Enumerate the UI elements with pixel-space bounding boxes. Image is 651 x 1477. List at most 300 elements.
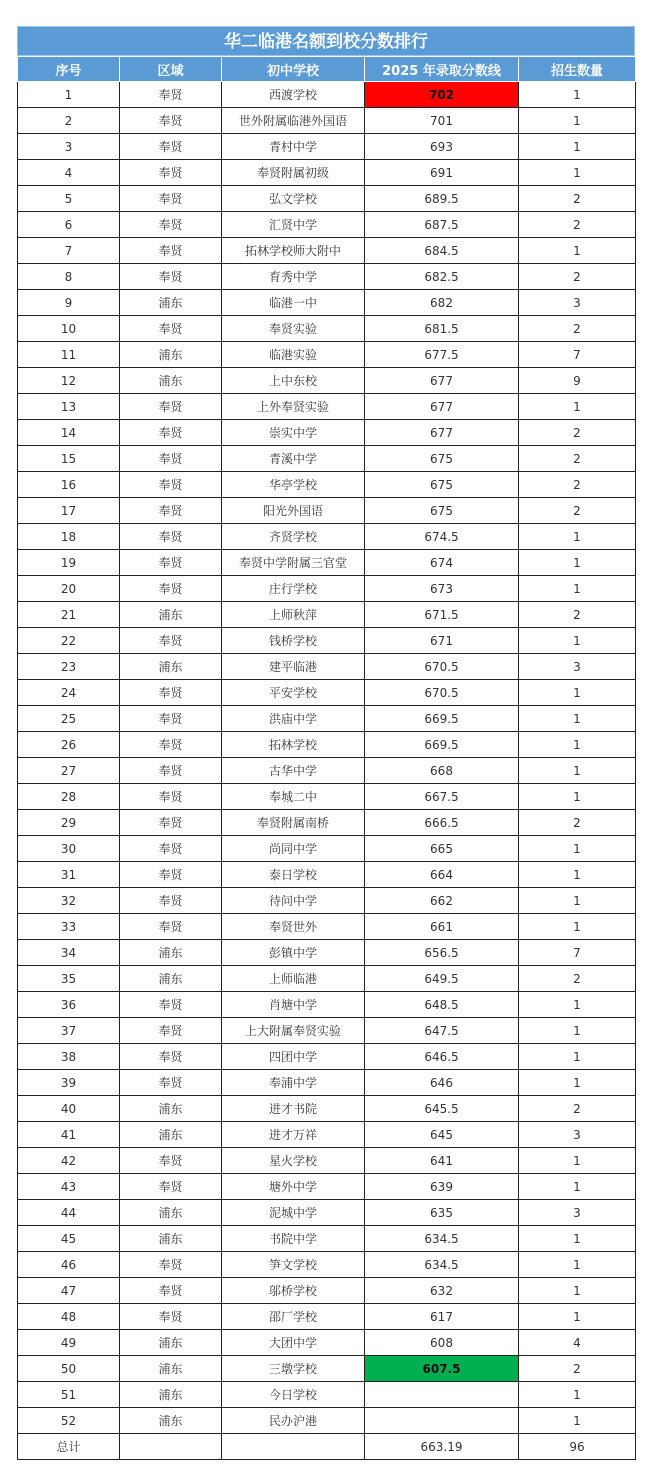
cell-score: 689.5 xyxy=(365,186,519,212)
cell-score: 632 xyxy=(365,1278,519,1304)
cell-index: 32 xyxy=(18,888,120,914)
table-row xyxy=(18,732,636,758)
cell-area: 奉贤 xyxy=(120,524,222,550)
cell-index: 2 xyxy=(18,108,120,134)
cell-school: 上师临港 xyxy=(222,966,365,992)
cell-index: 42 xyxy=(18,1148,120,1174)
cell-area: 浦东 xyxy=(120,1226,222,1252)
cell-area: 奉贤 xyxy=(120,1304,222,1330)
cell-school: 古华中学 xyxy=(222,758,365,784)
table-row xyxy=(18,992,636,1018)
table-row xyxy=(18,1044,636,1070)
cell-area: 奉贤 xyxy=(120,498,222,524)
cell-school: 拓林学校师大附中 xyxy=(222,238,365,264)
total-school xyxy=(222,1434,365,1460)
cell-score: 675 xyxy=(365,498,519,524)
cell-count: 1 xyxy=(519,1278,636,1304)
cell-school: 上外奉贤实验 xyxy=(222,394,365,420)
cell-index: 38 xyxy=(18,1044,120,1070)
cell-area: 奉贤 xyxy=(120,82,222,108)
cell-score: 665 xyxy=(365,836,519,862)
cell-count: 2 xyxy=(519,1096,636,1122)
cell-school: 邵厂学校 xyxy=(222,1304,365,1330)
ranking-table-container xyxy=(17,26,635,1460)
cell-score: 671.5 xyxy=(365,602,519,628)
table-row xyxy=(18,758,636,784)
header-count: 招生数量 xyxy=(519,57,636,82)
cell-score: 677 xyxy=(365,420,519,446)
table-row xyxy=(18,550,636,576)
cell-school: 临港实验 xyxy=(222,342,365,368)
cell-score xyxy=(365,1382,519,1408)
cell-index: 23 xyxy=(18,654,120,680)
cell-score: 681.5 xyxy=(365,316,519,342)
cell-school: 邬桥学校 xyxy=(222,1278,365,1304)
cell-index: 30 xyxy=(18,836,120,862)
table-row xyxy=(18,706,636,732)
cell-index: 37 xyxy=(18,1018,120,1044)
cell-count: 1 xyxy=(519,680,636,706)
table-row xyxy=(18,342,636,368)
cell-count: 1 xyxy=(519,992,636,1018)
cell-area: 奉贤 xyxy=(120,446,222,472)
cell-score: 656.5 xyxy=(365,940,519,966)
cell-score: 634.5 xyxy=(365,1252,519,1278)
cell-index: 28 xyxy=(18,784,120,810)
cell-school: 上中东校 xyxy=(222,368,365,394)
cell-index: 51 xyxy=(18,1382,120,1408)
cell-school: 奉贤世外 xyxy=(222,914,365,940)
cell-score: 645.5 xyxy=(365,1096,519,1122)
cell-area: 奉贤 xyxy=(120,550,222,576)
cell-count: 1 xyxy=(519,1018,636,1044)
cell-index: 10 xyxy=(18,316,120,342)
table-row xyxy=(18,498,636,524)
cell-area: 浦东 xyxy=(120,940,222,966)
cell-score: 666.5 xyxy=(365,810,519,836)
cell-count: 1 xyxy=(519,758,636,784)
table-row xyxy=(18,316,636,342)
cell-count: 1 xyxy=(519,1226,636,1252)
cell-score xyxy=(365,1408,519,1434)
cell-count: 3 xyxy=(519,290,636,316)
cell-index: 22 xyxy=(18,628,120,654)
cell-school: 四团中学 xyxy=(222,1044,365,1070)
header-score: 2025 年录取分数线 xyxy=(365,57,519,82)
cell-index: 1 xyxy=(18,82,120,108)
cell-count: 1 xyxy=(519,108,636,134)
table-row xyxy=(18,420,636,446)
cell-count: 2 xyxy=(519,264,636,290)
cell-count: 1 xyxy=(519,550,636,576)
cell-score: 669.5 xyxy=(365,732,519,758)
table-header xyxy=(18,57,636,82)
total-count: 96 xyxy=(519,1434,636,1460)
table-row xyxy=(18,238,636,264)
cell-school: 崇实中学 xyxy=(222,420,365,446)
cell-school: 弘文学校 xyxy=(222,186,365,212)
table-row xyxy=(18,1226,636,1252)
cell-score: 634.5 xyxy=(365,1226,519,1252)
table-row xyxy=(18,836,636,862)
cell-score: 702 xyxy=(365,82,519,108)
cell-area: 奉贤 xyxy=(120,706,222,732)
cell-score: 682.5 xyxy=(365,264,519,290)
table-row xyxy=(18,264,636,290)
cell-score: 646 xyxy=(365,1070,519,1096)
header-row xyxy=(18,57,636,82)
table-row xyxy=(18,680,636,706)
cell-count: 2 xyxy=(519,810,636,836)
cell-school: 奉浦中学 xyxy=(222,1070,365,1096)
cell-score: 667.5 xyxy=(365,784,519,810)
cell-count: 7 xyxy=(519,940,636,966)
header-index: 序号 xyxy=(18,57,120,82)
cell-area: 奉贤 xyxy=(120,732,222,758)
total-area xyxy=(120,1434,222,1460)
cell-score: 641 xyxy=(365,1148,519,1174)
cell-area: 奉贤 xyxy=(120,186,222,212)
cell-school: 塘外中学 xyxy=(222,1174,365,1200)
cell-count: 2 xyxy=(519,446,636,472)
cell-score: 670.5 xyxy=(365,654,519,680)
cell-area: 奉贤 xyxy=(120,1018,222,1044)
cell-index: 44 xyxy=(18,1200,120,1226)
cell-area: 奉贤 xyxy=(120,472,222,498)
cell-index: 13 xyxy=(18,394,120,420)
cell-count: 1 xyxy=(519,1382,636,1408)
cell-index: 48 xyxy=(18,1304,120,1330)
cell-area: 奉贤 xyxy=(120,914,222,940)
cell-score: 670.5 xyxy=(365,680,519,706)
table-row xyxy=(18,1304,636,1330)
cell-count: 1 xyxy=(519,914,636,940)
table-row xyxy=(18,940,636,966)
cell-count: 1 xyxy=(519,1304,636,1330)
cell-school: 平安学校 xyxy=(222,680,365,706)
cell-count: 1 xyxy=(519,628,636,654)
cell-count: 2 xyxy=(519,212,636,238)
cell-score: 675 xyxy=(365,472,519,498)
cell-score: 617 xyxy=(365,1304,519,1330)
cell-area: 奉贤 xyxy=(120,1278,222,1304)
cell-index: 24 xyxy=(18,680,120,706)
cell-score: 646.5 xyxy=(365,1044,519,1070)
cell-area: 奉贤 xyxy=(120,420,222,446)
cell-count: 1 xyxy=(519,784,636,810)
cell-count: 1 xyxy=(519,888,636,914)
cell-count: 9 xyxy=(519,368,636,394)
cell-score: 648.5 xyxy=(365,992,519,1018)
cell-score: 639 xyxy=(365,1174,519,1200)
cell-school: 建平临港 xyxy=(222,654,365,680)
cell-index: 46 xyxy=(18,1252,120,1278)
cell-count: 1 xyxy=(519,524,636,550)
cell-school: 今日学校 xyxy=(222,1382,365,1408)
cell-area: 奉贤 xyxy=(120,1148,222,1174)
cell-count: 3 xyxy=(519,654,636,680)
cell-index: 36 xyxy=(18,992,120,1018)
cell-count: 2 xyxy=(519,498,636,524)
cell-area: 浦东 xyxy=(120,342,222,368)
cell-school: 尚同中学 xyxy=(222,836,365,862)
cell-count: 2 xyxy=(519,316,636,342)
cell-school: 肖塘中学 xyxy=(222,992,365,1018)
cell-count: 1 xyxy=(519,1044,636,1070)
cell-score: 668 xyxy=(365,758,519,784)
cell-count: 1 xyxy=(519,82,636,108)
cell-count: 1 xyxy=(519,576,636,602)
cell-score: 645 xyxy=(365,1122,519,1148)
table-row xyxy=(18,1278,636,1304)
cell-index: 9 xyxy=(18,290,120,316)
cell-school: 临港一中 xyxy=(222,290,365,316)
cell-area: 奉贤 xyxy=(120,628,222,654)
table-row xyxy=(18,186,636,212)
total-score: 663.19 xyxy=(365,1434,519,1460)
cell-score: 671 xyxy=(365,628,519,654)
table-row xyxy=(18,524,636,550)
cell-index: 40 xyxy=(18,1096,120,1122)
cell-area: 奉贤 xyxy=(120,810,222,836)
cell-score: 701 xyxy=(365,108,519,134)
cell-area: 浦东 xyxy=(120,1200,222,1226)
cell-school: 育秀中学 xyxy=(222,264,365,290)
cell-area: 浦东 xyxy=(120,602,222,628)
cell-index: 3 xyxy=(18,134,120,160)
table-row xyxy=(18,1122,636,1148)
total-row xyxy=(18,1434,636,1460)
table-row xyxy=(18,966,636,992)
cell-index: 15 xyxy=(18,446,120,472)
cell-school: 青溪中学 xyxy=(222,446,365,472)
cell-area: 奉贤 xyxy=(120,1070,222,1096)
cell-area: 奉贤 xyxy=(120,784,222,810)
cell-score: 635 xyxy=(365,1200,519,1226)
cell-school: 进才万祥 xyxy=(222,1122,365,1148)
table-row xyxy=(18,1200,636,1226)
table-row xyxy=(18,1070,636,1096)
table-row xyxy=(18,888,636,914)
cell-school: 奉城二中 xyxy=(222,784,365,810)
table-row xyxy=(18,1018,636,1044)
cell-index: 26 xyxy=(18,732,120,758)
cell-score: 693 xyxy=(365,134,519,160)
cell-index: 47 xyxy=(18,1278,120,1304)
cell-area: 浦东 xyxy=(120,1096,222,1122)
cell-index: 45 xyxy=(18,1226,120,1252)
table-row xyxy=(18,1356,636,1382)
cell-score: 675 xyxy=(365,446,519,472)
cell-school: 星火学校 xyxy=(222,1148,365,1174)
table-row xyxy=(18,862,636,888)
table-row xyxy=(18,472,636,498)
cell-index: 8 xyxy=(18,264,120,290)
cell-score: 607.5 xyxy=(365,1356,519,1382)
total-label: 总计 xyxy=(18,1434,120,1460)
table-row xyxy=(18,368,636,394)
cell-count: 1 xyxy=(519,394,636,420)
cell-score: 664 xyxy=(365,862,519,888)
cell-school: 华亭学校 xyxy=(222,472,365,498)
cell-school: 钱桥学校 xyxy=(222,628,365,654)
cell-school: 彭镇中学 xyxy=(222,940,365,966)
cell-index: 29 xyxy=(18,810,120,836)
cell-area: 奉贤 xyxy=(120,862,222,888)
cell-score: 674 xyxy=(365,550,519,576)
cell-index: 41 xyxy=(18,1122,120,1148)
cell-school: 奉贤附属南桥 xyxy=(222,810,365,836)
table-row xyxy=(18,134,636,160)
cell-area: 浦东 xyxy=(120,1382,222,1408)
cell-count: 1 xyxy=(519,1174,636,1200)
cell-count: 3 xyxy=(519,1122,636,1148)
cell-score: 662 xyxy=(365,888,519,914)
cell-count: 1 xyxy=(519,1408,636,1434)
cell-score: 647.5 xyxy=(365,1018,519,1044)
table-row xyxy=(18,1382,636,1408)
cell-school: 待问中学 xyxy=(222,888,365,914)
cell-area: 浦东 xyxy=(120,1356,222,1382)
cell-score: 661 xyxy=(365,914,519,940)
cell-count: 1 xyxy=(519,1070,636,1096)
cell-score: 673 xyxy=(365,576,519,602)
cell-area: 奉贤 xyxy=(120,238,222,264)
cell-index: 16 xyxy=(18,472,120,498)
cell-school: 奉贤实验 xyxy=(222,316,365,342)
cell-school: 笋文学校 xyxy=(222,1252,365,1278)
cell-area: 奉贤 xyxy=(120,758,222,784)
cell-school: 世外附属临港外国语 xyxy=(222,108,365,134)
cell-score: 682 xyxy=(365,290,519,316)
table-title: 华二临港名额到校分数排行 xyxy=(17,26,635,56)
cell-school: 拓林学校 xyxy=(222,732,365,758)
cell-count: 1 xyxy=(519,732,636,758)
table-row xyxy=(18,290,636,316)
cell-area: 奉贤 xyxy=(120,394,222,420)
cell-area: 奉贤 xyxy=(120,316,222,342)
cell-index: 21 xyxy=(18,602,120,628)
cell-index: 39 xyxy=(18,1070,120,1096)
cell-score: 677 xyxy=(365,368,519,394)
table-row xyxy=(18,108,636,134)
table-row xyxy=(18,576,636,602)
cell-index: 25 xyxy=(18,706,120,732)
cell-area: 奉贤 xyxy=(120,108,222,134)
cell-area: 浦东 xyxy=(120,654,222,680)
cell-score: 674.5 xyxy=(365,524,519,550)
cell-count: 1 xyxy=(519,1252,636,1278)
cell-area: 浦东 xyxy=(120,966,222,992)
cell-area: 奉贤 xyxy=(120,888,222,914)
cell-index: 19 xyxy=(18,550,120,576)
cell-count: 1 xyxy=(519,160,636,186)
header-area: 区域 xyxy=(120,57,222,82)
cell-school: 泥城中学 xyxy=(222,1200,365,1226)
cell-score: 608 xyxy=(365,1330,519,1356)
table-row xyxy=(18,1330,636,1356)
cell-area: 奉贤 xyxy=(120,576,222,602)
cell-school: 汇贤中学 xyxy=(222,212,365,238)
cell-count: 1 xyxy=(519,862,636,888)
ranking-table xyxy=(17,56,636,1460)
cell-index: 35 xyxy=(18,966,120,992)
cell-area: 奉贤 xyxy=(120,680,222,706)
cell-index: 49 xyxy=(18,1330,120,1356)
cell-index: 43 xyxy=(18,1174,120,1200)
cell-count: 2 xyxy=(519,472,636,498)
cell-index: 17 xyxy=(18,498,120,524)
cell-area: 浦东 xyxy=(120,1122,222,1148)
cell-area: 奉贤 xyxy=(120,1174,222,1200)
cell-index: 20 xyxy=(18,576,120,602)
cell-count: 1 xyxy=(519,706,636,732)
cell-area: 奉贤 xyxy=(120,134,222,160)
cell-score: 649.5 xyxy=(365,966,519,992)
cell-school: 泰日学校 xyxy=(222,862,365,888)
table-row xyxy=(18,82,636,108)
table-row xyxy=(18,654,636,680)
table-row xyxy=(18,602,636,628)
cell-school: 青村中学 xyxy=(222,134,365,160)
cell-index: 4 xyxy=(18,160,120,186)
cell-count: 2 xyxy=(519,966,636,992)
table-row xyxy=(18,212,636,238)
table-row xyxy=(18,160,636,186)
cell-index: 18 xyxy=(18,524,120,550)
cell-school: 民办沪港 xyxy=(222,1408,365,1434)
cell-area: 奉贤 xyxy=(120,1252,222,1278)
cell-count: 2 xyxy=(519,186,636,212)
table-body xyxy=(18,82,636,1434)
cell-index: 50 xyxy=(18,1356,120,1382)
cell-count: 4 xyxy=(519,1330,636,1356)
cell-school: 书院中学 xyxy=(222,1226,365,1252)
table-row xyxy=(18,1148,636,1174)
cell-count: 7 xyxy=(519,342,636,368)
cell-count: 1 xyxy=(519,238,636,264)
cell-count: 2 xyxy=(519,1356,636,1382)
table-row xyxy=(18,914,636,940)
cell-school: 三墩学校 xyxy=(222,1356,365,1382)
cell-score: 684.5 xyxy=(365,238,519,264)
cell-area: 奉贤 xyxy=(120,992,222,1018)
cell-index: 33 xyxy=(18,914,120,940)
cell-index: 12 xyxy=(18,368,120,394)
cell-area: 浦东 xyxy=(120,1330,222,1356)
table-row xyxy=(18,1252,636,1278)
cell-area: 奉贤 xyxy=(120,160,222,186)
cell-school: 阳光外国语 xyxy=(222,498,365,524)
cell-index: 31 xyxy=(18,862,120,888)
cell-school: 进才书院 xyxy=(222,1096,365,1122)
table-row xyxy=(18,1408,636,1434)
cell-area: 浦东 xyxy=(120,368,222,394)
cell-count: 3 xyxy=(519,1200,636,1226)
cell-count: 2 xyxy=(519,420,636,446)
cell-area: 浦东 xyxy=(120,1408,222,1434)
table-row xyxy=(18,446,636,472)
cell-index: 34 xyxy=(18,940,120,966)
cell-index: 6 xyxy=(18,212,120,238)
cell-count: 2 xyxy=(519,602,636,628)
header-school: 初中学校 xyxy=(222,57,365,82)
cell-area: 奉贤 xyxy=(120,1044,222,1070)
table-row xyxy=(18,810,636,836)
cell-index: 52 xyxy=(18,1408,120,1434)
cell-area: 奉贤 xyxy=(120,264,222,290)
cell-index: 27 xyxy=(18,758,120,784)
